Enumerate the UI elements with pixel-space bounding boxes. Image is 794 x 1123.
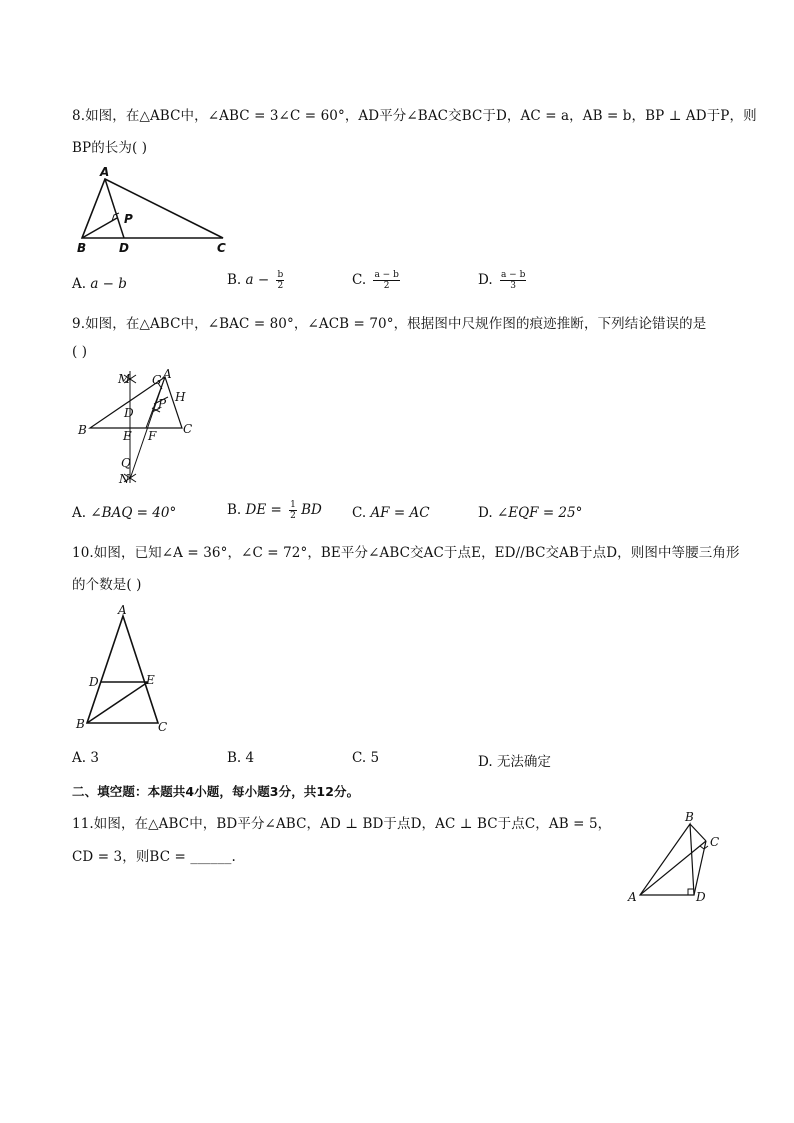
q11-label-a: A bbox=[628, 890, 637, 904]
q9-label-d: D bbox=[124, 406, 134, 420]
q10-option-c-prefix: C. bbox=[352, 750, 367, 766]
q11-text-line2 bbox=[72, 845, 236, 865]
q8-option-c[interactable] bbox=[352, 270, 400, 291]
q10-option-d[interactable] bbox=[478, 750, 551, 770]
q8-option-a-text: a − b bbox=[90, 276, 127, 292]
q8-option-c-fraction: $\frac{a - b}{2}$ bbox=[374, 270, 399, 291]
q9-label-q: Q bbox=[121, 456, 131, 470]
q9-option-d-text: ∠EQF = 25° bbox=[496, 505, 583, 521]
q11-text-line2-content: CD = 3，则BC = bbox=[72, 849, 186, 865]
q8-figure bbox=[72, 165, 242, 255]
q9-label-a: A bbox=[163, 367, 172, 381]
q9-text-line1: 9.如图，在△ABC中，∠BAC = 80°，∠ACB = 70°，根据图中尺规作图的痕迹推断，下列结论错误的是 bbox=[72, 316, 707, 332]
q9-label-n: N bbox=[119, 472, 130, 486]
q8-text-line2: BP的长为( ) bbox=[72, 140, 148, 156]
q10-label-a: A bbox=[118, 603, 127, 617]
q10-option-d-prefix: D. bbox=[478, 754, 493, 770]
q8-label-c: C bbox=[217, 241, 226, 255]
q11-text-line1: 11.如图，在△ABC中，BD平分∠ABC，AD ⊥ BD于点D，AC ⊥ BC于点C，AB = 5， bbox=[72, 816, 612, 832]
q8-label-p: P bbox=[124, 212, 133, 226]
q9-option-c-prefix: C. bbox=[352, 505, 367, 521]
q8-option-b-fraction: $\frac{b}{2}$ bbox=[277, 270, 284, 291]
q9-label-g: G bbox=[152, 373, 162, 387]
q10-text-line1: 10.如图，已知∠A = 36°，∠C = 72°，BE平分∠ABC交AC于点E，ED//BC交AB于点D，则图中等腰三角形 bbox=[72, 545, 740, 561]
q10-label-b: B bbox=[76, 717, 85, 731]
q10-option-a-text: 3 bbox=[90, 750, 99, 766]
q9-option-a-text: ∠BAQ = 40° bbox=[90, 505, 177, 521]
q9-figure bbox=[72, 366, 202, 491]
q9-label-e: E bbox=[123, 429, 132, 443]
q11-label-b: B bbox=[685, 810, 694, 824]
q10-option-b[interactable] bbox=[227, 750, 254, 766]
q8-option-d-prefix: D. bbox=[478, 272, 493, 288]
q8-option-c-prefix: C. bbox=[352, 272, 367, 288]
q8-option-b[interactable] bbox=[227, 270, 284, 291]
q9-option-d-prefix: D. bbox=[478, 505, 493, 521]
q11-answer-blank[interactable]: ______. bbox=[190, 849, 236, 865]
q10-label-d: D bbox=[89, 675, 99, 689]
q9-option-c-text: AF = AC bbox=[370, 505, 430, 521]
q10-label-c: C bbox=[158, 720, 168, 734]
q9-label-p: P bbox=[158, 397, 167, 411]
q9-option-b-tail: BD bbox=[301, 502, 322, 518]
q11-label-c: C bbox=[710, 835, 720, 849]
q10-option-b-text: 4 bbox=[245, 750, 255, 766]
q9-option-a-prefix: A. bbox=[72, 505, 87, 521]
q8-option-a[interactable] bbox=[72, 276, 127, 292]
q8-option-a-prefix: A. bbox=[72, 276, 87, 292]
q8-label-b: B bbox=[77, 241, 87, 255]
q10-figure bbox=[72, 600, 182, 740]
q10-option-a[interactable] bbox=[72, 750, 99, 766]
q8-label-d: D bbox=[119, 241, 129, 255]
q10-option-b-prefix: B. bbox=[227, 750, 242, 766]
q9-label-m: M bbox=[118, 372, 131, 386]
q10-label-e: E bbox=[146, 673, 155, 687]
q11-label-d: D bbox=[696, 890, 706, 904]
q9-option-b[interactable] bbox=[227, 500, 322, 521]
q8-option-b-text: a − bbox=[245, 272, 270, 288]
q8-label-a: A bbox=[100, 165, 110, 179]
q10-option-a-prefix: A. bbox=[72, 750, 87, 766]
q9-option-b-text: DE = bbox=[245, 502, 282, 518]
q10-option-c[interactable] bbox=[352, 750, 379, 766]
q9-option-b-prefix: B. bbox=[227, 502, 242, 518]
q8-option-d-fraction: $\frac{a - b}{3}$ bbox=[500, 270, 526, 291]
q10-text-line2: 的个数是( ) bbox=[72, 577, 142, 593]
q9-label-b: B bbox=[78, 423, 87, 437]
q11-figure bbox=[624, 805, 724, 910]
q9-label-c: C bbox=[183, 422, 193, 436]
q9-option-d[interactable] bbox=[478, 505, 582, 521]
section-heading: 二、填空题：本题共4小题，每小题3分，共12分。 bbox=[72, 784, 360, 799]
q8-text-line1: 8.如图，在△ABC中，∠ABC = 3∠C = 60°，AD平分∠BAC交BC于D，AC = a，AB = b，BP ⊥ AD于P，则 bbox=[72, 108, 757, 124]
q9-label-f: F bbox=[148, 429, 157, 443]
q8-option-b-prefix: B. bbox=[227, 272, 242, 288]
q10-option-d-text: 无法确定 bbox=[496, 754, 551, 770]
q9-option-c[interactable] bbox=[352, 505, 430, 521]
q9-text-line2: ( ) bbox=[72, 344, 88, 360]
q8-option-d[interactable] bbox=[478, 270, 526, 291]
q9-label-h: H bbox=[175, 390, 186, 404]
q9-option-b-fraction: $\frac{1}{2}$ bbox=[290, 500, 296, 521]
q9-option-a[interactable] bbox=[72, 505, 176, 521]
q10-option-c-text: 5 bbox=[370, 750, 380, 766]
